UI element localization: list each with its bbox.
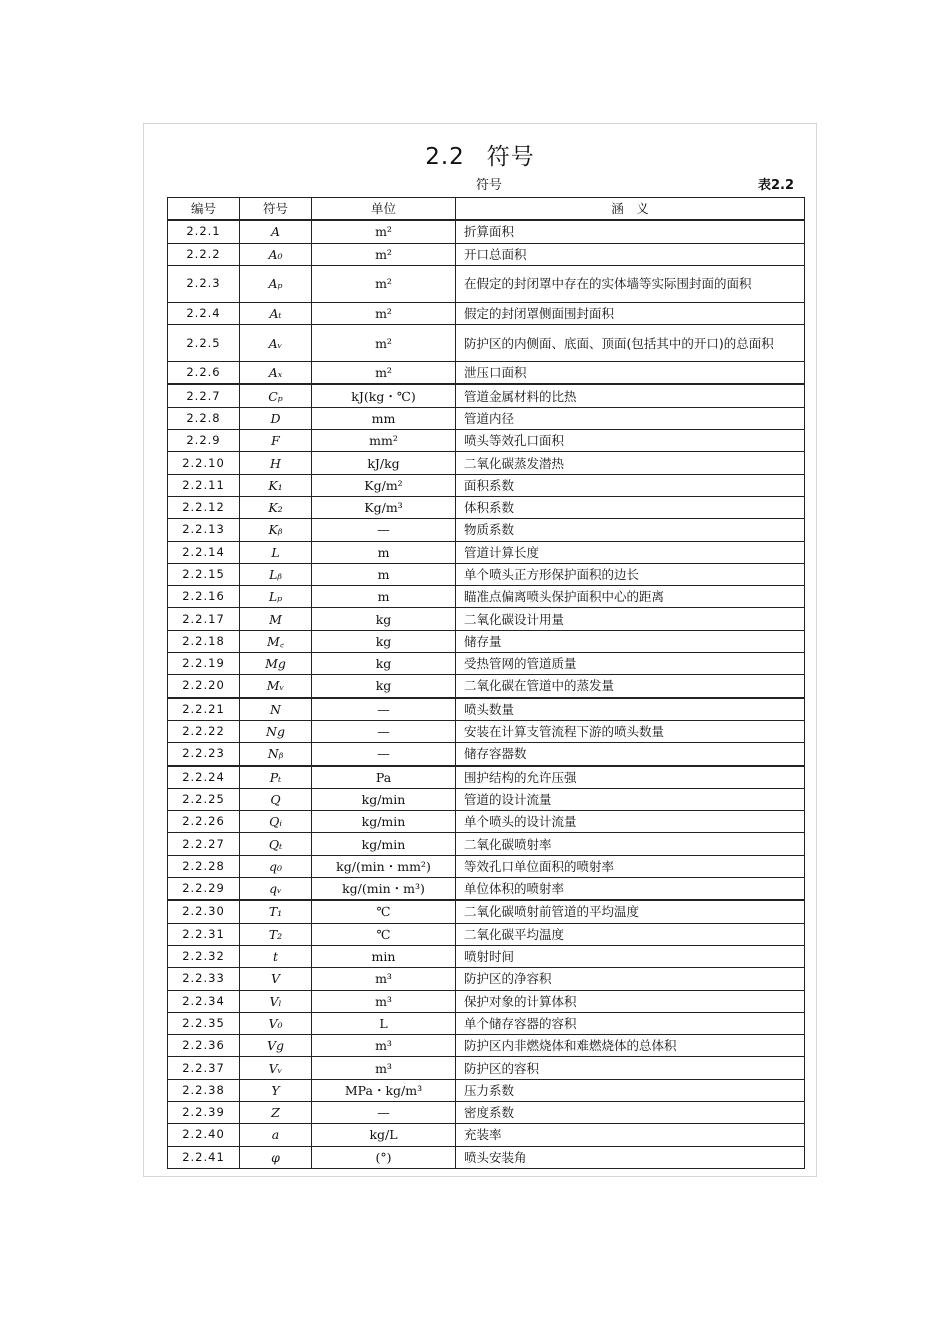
row-id: 2.2.20: [168, 675, 240, 698]
row-unit: min: [312, 945, 456, 967]
row-id: 2.2.25: [168, 788, 240, 810]
header-meaning: 涵 义: [456, 198, 805, 221]
row-symbol: Kᵦ: [240, 519, 312, 541]
row-meaning: 单位体积的喷射率: [456, 878, 805, 901]
row-meaning: 管道内径: [456, 407, 805, 429]
table-row: [168, 325, 805, 362]
row-id: 2.2.38: [168, 1079, 240, 1101]
table-row: [168, 788, 805, 810]
table-row: [168, 1101, 805, 1123]
row-symbol: L: [240, 541, 312, 563]
row-symbol: M꜀: [240, 630, 312, 652]
row-symbol: a: [240, 1124, 312, 1146]
row-meaning: 物质系数: [456, 519, 805, 541]
row-symbol: Lᵦ: [240, 563, 312, 585]
row-id: 2.2.1: [168, 220, 240, 243]
table-row: [168, 833, 805, 855]
row-symbol: Mg: [240, 653, 312, 675]
row-id: 2.2.35: [168, 1012, 240, 1034]
table-row: [168, 720, 805, 742]
row-unit: —: [312, 698, 456, 721]
row-meaning: 密度系数: [456, 1101, 805, 1123]
table-row: [168, 675, 805, 698]
table-row: [168, 923, 805, 945]
row-unit: Kg/m³: [312, 496, 456, 518]
row-meaning: 喷头数量: [456, 698, 805, 721]
row-unit: m: [312, 563, 456, 585]
row-unit: —: [312, 720, 456, 742]
row-meaning: 管道的设计流量: [456, 788, 805, 810]
row-meaning: 受热管网的管道质量: [456, 653, 805, 675]
row-meaning: 喷射时间: [456, 945, 805, 967]
table-row: [168, 362, 805, 385]
row-unit: kg: [312, 608, 456, 630]
table-row: [168, 430, 805, 452]
table-row: [168, 1035, 805, 1057]
row-id: 2.2.10: [168, 452, 240, 474]
table-row: [168, 945, 805, 967]
row-id: 2.2.27: [168, 833, 240, 855]
table-row: [168, 811, 805, 833]
row-symbol: Pₜ: [240, 766, 312, 789]
table-header-row: [168, 198, 805, 221]
row-unit: Pa: [312, 766, 456, 789]
row-symbol: Mᵥ: [240, 675, 312, 698]
row-symbol: K₂: [240, 496, 312, 518]
row-id: 2.2.11: [168, 474, 240, 496]
row-id: 2.2.40: [168, 1124, 240, 1146]
table-row: [168, 968, 805, 990]
section-title: [144, 138, 816, 171]
row-meaning: 单个喷头正方形保护面积的边长: [456, 563, 805, 585]
row-meaning: 二氧化碳设计用量: [456, 608, 805, 630]
row-unit: m²: [312, 325, 456, 362]
table-row: [168, 384, 805, 407]
row-meaning: 储存容器数: [456, 743, 805, 766]
row-symbol: q₀: [240, 855, 312, 877]
table-row: [168, 563, 805, 585]
row-id: 2.2.36: [168, 1035, 240, 1057]
row-id: 2.2.16: [168, 586, 240, 608]
row-meaning: 瞄准点偏离喷头保护面积中心的距离: [456, 586, 805, 608]
row-unit: m²: [312, 362, 456, 385]
row-id: 2.2.9: [168, 430, 240, 452]
row-symbol: A: [240, 220, 312, 243]
row-symbol: A₀: [240, 243, 312, 265]
row-symbol: φ: [240, 1146, 312, 1168]
row-symbol: V₀: [240, 1012, 312, 1034]
row-meaning: 喷头安装角: [456, 1146, 805, 1168]
row-unit: m²: [312, 302, 456, 324]
row-meaning: 储存量: [456, 630, 805, 652]
row-symbol: Vₗ: [240, 990, 312, 1012]
row-symbol: Qₜ: [240, 833, 312, 855]
row-meaning: 保护对象的计算体积: [456, 990, 805, 1012]
row-id: 2.2.6: [168, 362, 240, 385]
row-id: 2.2.7: [168, 384, 240, 407]
row-unit: ℃: [312, 900, 456, 923]
row-id: 2.2.37: [168, 1057, 240, 1079]
row-symbol: Nᵦ: [240, 743, 312, 766]
row-meaning: 防护区内非燃烧体和难燃烧体的总体积: [456, 1035, 805, 1057]
document-page: [143, 123, 817, 1177]
table-row: [168, 1057, 805, 1079]
row-id: 2.2.15: [168, 563, 240, 585]
row-id: 2.2.18: [168, 630, 240, 652]
row-unit: m³: [312, 990, 456, 1012]
header-id: 编号: [168, 198, 240, 221]
row-id: 2.2.13: [168, 519, 240, 541]
row-id: 2.2.41: [168, 1146, 240, 1168]
row-unit: m³: [312, 968, 456, 990]
row-unit: mm: [312, 407, 456, 429]
row-meaning: 等效孔口单位面积的喷射率: [456, 855, 805, 877]
table-row: [168, 541, 805, 563]
table-row: [168, 1079, 805, 1101]
row-unit: MPa・kg/m³: [312, 1079, 456, 1101]
row-symbol: T₁: [240, 900, 312, 923]
row-symbol: D: [240, 407, 312, 429]
table-row: [168, 900, 805, 923]
row-unit: kg/L: [312, 1124, 456, 1146]
row-meaning: 二氧化碳蒸发潜热: [456, 452, 805, 474]
row-meaning: 围护结构的允许压强: [456, 766, 805, 789]
row-unit: kJ(kg・℃): [312, 384, 456, 407]
row-meaning: 泄压口面积: [456, 362, 805, 385]
table-row: [168, 766, 805, 789]
row-symbol: Cₚ: [240, 384, 312, 407]
row-unit: kg: [312, 675, 456, 698]
row-symbol: K₁: [240, 474, 312, 496]
row-id: 2.2.19: [168, 653, 240, 675]
table-row: [168, 990, 805, 1012]
row-unit: L: [312, 1012, 456, 1034]
table-row: [168, 220, 805, 243]
row-unit: m: [312, 586, 456, 608]
row-unit: —: [312, 519, 456, 541]
row-meaning: 二氧化碳平均温度: [456, 923, 805, 945]
row-unit: m³: [312, 1035, 456, 1057]
row-meaning: 充装率: [456, 1124, 805, 1146]
row-symbol: Aₚ: [240, 265, 312, 302]
row-id: 2.2.12: [168, 496, 240, 518]
row-symbol: V: [240, 968, 312, 990]
table-number: 表2.2: [757, 178, 794, 193]
table-row: [168, 608, 805, 630]
row-id: 2.2.29: [168, 878, 240, 901]
row-symbol: Aₜ: [240, 302, 312, 324]
row-id: 2.2.5: [168, 325, 240, 362]
row-id: 2.2.28: [168, 855, 240, 877]
table-row: [168, 1146, 805, 1168]
table-row: [168, 630, 805, 652]
row-meaning: 体积系数: [456, 496, 805, 518]
row-unit: —: [312, 743, 456, 766]
table-row: [168, 407, 805, 429]
row-meaning: 喷头等效孔口面积: [456, 430, 805, 452]
row-meaning: 防护区的容积: [456, 1057, 805, 1079]
table-row: [168, 1124, 805, 1146]
row-symbol: N: [240, 698, 312, 721]
row-symbol: Y: [240, 1079, 312, 1101]
row-symbol: F: [240, 430, 312, 452]
row-meaning: 安装在计算支管流程下游的喷头数量: [456, 720, 805, 742]
table-row: [168, 519, 805, 541]
row-meaning: 防护区的内侧面、底面、顶面(包括其中的开口)的总面积: [456, 325, 805, 362]
row-meaning: 折算面积: [456, 220, 805, 243]
row-meaning: 单个喷头的设计流量: [456, 811, 805, 833]
row-id: 2.2.34: [168, 990, 240, 1012]
row-id: 2.2.39: [168, 1101, 240, 1123]
row-meaning: 面积系数: [456, 474, 805, 496]
row-unit: m²: [312, 265, 456, 302]
row-id: 2.2.24: [168, 766, 240, 789]
row-id: 2.2.17: [168, 608, 240, 630]
table-row: [168, 698, 805, 721]
table-row: [168, 302, 805, 324]
table-row: [168, 452, 805, 474]
row-unit: (°): [312, 1146, 456, 1168]
row-id: 2.2.22: [168, 720, 240, 742]
table-row: [168, 496, 805, 518]
row-symbol: Vg: [240, 1035, 312, 1057]
table-row: [168, 743, 805, 766]
row-symbol: H: [240, 452, 312, 474]
row-unit: kg/(min・m³): [312, 878, 456, 901]
row-unit: m: [312, 541, 456, 563]
table-row: [168, 243, 805, 265]
row-symbol: Q: [240, 788, 312, 810]
row-meaning: 开口总面积: [456, 243, 805, 265]
row-unit: Kg/m²: [312, 474, 456, 496]
row-unit: ℃: [312, 923, 456, 945]
table-row: [168, 586, 805, 608]
section-heading: 符号: [486, 144, 535, 170]
row-id: 2.2.3: [168, 265, 240, 302]
row-meaning: 二氧化碳喷射率: [456, 833, 805, 855]
row-symbol: Z: [240, 1101, 312, 1123]
row-symbol: Qᵢ: [240, 811, 312, 833]
row-unit: kg: [312, 630, 456, 652]
table-row: [168, 653, 805, 675]
row-meaning: 防护区的净容积: [456, 968, 805, 990]
row-symbol: T₂: [240, 923, 312, 945]
row-symbol: t: [240, 945, 312, 967]
row-meaning: 单个储存容器的容积: [456, 1012, 805, 1034]
row-unit: kg/min: [312, 833, 456, 855]
row-id: 2.2.8: [168, 407, 240, 429]
table-row: [168, 855, 805, 877]
row-id: 2.2.14: [168, 541, 240, 563]
row-id: 2.2.2: [168, 243, 240, 265]
row-meaning: 在假定的封闭罩中存在的实体墙等实际围封面的面积: [456, 265, 805, 302]
row-unit: kg/min: [312, 788, 456, 810]
table-row: [168, 265, 805, 302]
row-symbol: Ng: [240, 720, 312, 742]
row-meaning: 管道计算长度: [456, 541, 805, 563]
row-unit: kg: [312, 653, 456, 675]
row-unit: kg/(min・mm²): [312, 855, 456, 877]
table-row: [168, 474, 805, 496]
symbols-table: [167, 197, 805, 1169]
row-id: 2.2.30: [168, 900, 240, 923]
row-meaning: 二氧化碳在管道中的蒸发量: [456, 675, 805, 698]
table-caption-row: [144, 174, 816, 192]
row-symbol: qᵥ: [240, 878, 312, 901]
table-row: [168, 878, 805, 901]
row-id: 2.2.21: [168, 698, 240, 721]
row-meaning: 二氧化碳喷射前管道的平均温度: [456, 900, 805, 923]
row-id: 2.2.4: [168, 302, 240, 324]
section-number: 2.2: [425, 144, 465, 170]
row-symbol: M: [240, 608, 312, 630]
row-symbol: Aᵥ: [240, 325, 312, 362]
table-caption: 符号: [476, 178, 503, 193]
header-unit: 单位: [312, 198, 456, 221]
row-meaning: 假定的封闭罩侧面围封面积: [456, 302, 805, 324]
row-id: 2.2.23: [168, 743, 240, 766]
row-meaning: 压力系数: [456, 1079, 805, 1101]
row-unit: kg/min: [312, 811, 456, 833]
row-symbol: Vᵥ: [240, 1057, 312, 1079]
row-id: 2.2.32: [168, 945, 240, 967]
row-unit: —: [312, 1101, 456, 1123]
row-unit: kJ/kg: [312, 452, 456, 474]
row-unit: m²: [312, 220, 456, 243]
table-row: [168, 1012, 805, 1034]
row-unit: m³: [312, 1057, 456, 1079]
header-symbol: 符号: [240, 198, 312, 221]
row-symbol: Lₚ: [240, 586, 312, 608]
row-id: 2.2.26: [168, 811, 240, 833]
row-id: 2.2.31: [168, 923, 240, 945]
row-symbol: Aₓ: [240, 362, 312, 385]
row-unit: m²: [312, 243, 456, 265]
row-id: 2.2.33: [168, 968, 240, 990]
row-unit: mm²: [312, 430, 456, 452]
row-meaning: 管道金属材料的比热: [456, 384, 805, 407]
